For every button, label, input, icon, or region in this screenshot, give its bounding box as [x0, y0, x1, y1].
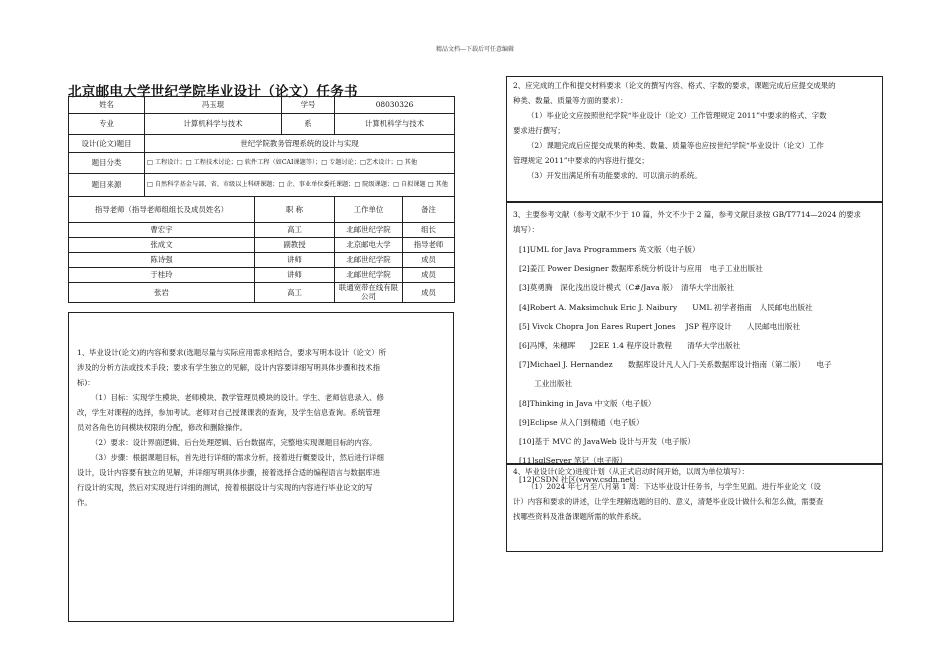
text-line: 作。 [77, 498, 92, 507]
section-4-text [513, 464, 881, 524]
advisor-unit: 联通宽带在线有限公司 [335, 283, 403, 303]
list-item: [5] Vivck Chopra Jon Eares Rupert Jones JSP 程序设计 人民邮电出版社 [519, 321, 801, 331]
major-label: 专业 [69, 114, 145, 135]
advisor-name: 陈诗强 [69, 253, 255, 268]
source-label: 题目来源 [69, 174, 145, 197]
text-line: （1）目标：实现学生模块、老师模块、教学管理员模块的设计。学生、老师信息录入、修 [91, 393, 384, 402]
list-item: [8]Thinking in Java 中文版（电子版） [519, 398, 656, 408]
section-4-box [506, 464, 883, 552]
advisor-unit: 北京邮电大学 [335, 238, 403, 253]
advisor-header-title: 职 称 [255, 197, 335, 223]
advisor-note: 指导老师 [403, 238, 455, 253]
text-line: 1、毕业设计(论文)的内容和要求(选题尽量与实际应用需求相结合，要求写明本设计（论文）所 [77, 348, 386, 357]
table-row [69, 268, 455, 283]
advisor-name: 曹宏宇 [69, 223, 255, 238]
table-row [69, 223, 455, 238]
advisor-title: 副教授 [255, 238, 335, 253]
text-line: 找哪些资料及准备课题所需的软件系统。 [513, 512, 647, 521]
advisor-note: 成员 [403, 253, 455, 268]
list-item: [9]Eclipse 从入门到精通（电子版） [519, 417, 644, 427]
advisor-note: 组长 [403, 223, 455, 238]
text-line: （3）步骤：根据课题目标，首先进行详细的需求分析，接着进行概要设计，然后进行详细 [91, 453, 384, 462]
text-line: 设计，设计内容要有独立的见解，并详细写明具体步骤，接着选择合适的编程语言与数据库进 [77, 468, 381, 477]
major-value: 计算机科学与技术 [145, 114, 282, 135]
advisor-header-unit: 工作单位 [335, 197, 403, 223]
list-item: [3]莫勇腾 深化浅出设计模式（C#/Java 版） 清华大学出版社 [519, 283, 735, 293]
table-row [69, 283, 455, 303]
text-line: 3、主要参考文献（参考文献不少于 10 篇，外文不少于 2 篇，参考文献目录按 GB/T7714—2024 的要求 [513, 210, 861, 219]
advisor-header-name: 指导老师（指导老师组组长及成员姓名） [69, 197, 255, 223]
text-line: 计）内容和要求的讲述，让学生理解选题的目的、意义，清楚毕业设计做什么和怎么做，需要查 [513, 497, 824, 506]
list-item: [10]基于 MVC 的 JavaWeb 设计与开发（电子版） [519, 437, 695, 447]
text-line: 2、应完成的工作和提交材料要求（论文的撰写内容、格式、字数的要求，课题完成后应提交成果的 [513, 81, 836, 90]
dept-label: 系 [282, 114, 335, 135]
advisor-name: 张成文 [69, 238, 255, 253]
reference-list [519, 240, 881, 490]
page-title: 北京邮电大学世纪学院毕业设计（论文）任务书 [68, 84, 358, 100]
list-item: [1]UML for Java Programmers 英文版（电子版） [519, 245, 700, 254]
advisor-title: 高工 [255, 283, 335, 303]
advisor-name: 张岩 [69, 283, 255, 303]
table-row [69, 238, 455, 253]
id-value: 08030326 [335, 97, 455, 114]
list-item: [11]sqlServer 笔记（电子版） [519, 456, 628, 466]
text-line: （2）课题完成后应提交成果的种类、数量、质量等也应按世纪学院“毕业设计（论文）工作 [527, 141, 824, 150]
advisor-unit: 北邮世纪学院 [335, 223, 403, 238]
section-2-box [506, 76, 883, 202]
category-label: 题目分类 [69, 153, 145, 174]
info-table [68, 96, 455, 303]
id-label: 学号 [282, 97, 335, 114]
table-row [69, 253, 455, 268]
text-line: 4、毕业设计(论文)进度计划（从正式启动时间开始，以周为单位填写）： [513, 467, 749, 476]
text-line: 标)： [77, 378, 95, 387]
text-line: 种类、数量、质量等方面的要求）： [513, 96, 628, 105]
name-label: 姓名 [69, 97, 145, 114]
text-line: （1）毕业论文应按照世纪学院“毕业设计（论文）工作管理规定 2011”中要求的格式、字数 [527, 111, 827, 120]
advisor-unit: 北邮世纪学院 [335, 253, 403, 268]
advisor-name: 于桂玲 [69, 268, 255, 283]
text-line: 管理规定 2011”中要求的内容进行提交； [513, 156, 649, 165]
source-value: □ 自然科学基金与部、省、市级以上科研课题；□ 企、事业单位委托课题；□ 院级课题；□ 自拟课题 □ 其他 [145, 174, 455, 197]
list-item: [12]CSDN 社区(www.csdn.net) [519, 475, 636, 485]
text-line: 行设计的实现，然后对实现进行详细的测试，接着根据设计与实现的内容进行毕业论文的写 [77, 483, 373, 492]
topic-label: 设计(论文)题目 [69, 135, 145, 153]
advisor-title: 讲师 [255, 253, 335, 268]
section-3-intro [513, 207, 881, 237]
category-value: □ 工程设计；□ 工程技术讨论；□ 软件工程（如CAI课题等）；□ 专题讨论；□艺术设计；□ 其他 [145, 153, 455, 174]
advisor-unit: 北邮世纪学院 [335, 268, 403, 283]
list-item: [7]Michael J. Hernandez 数据库设计凡人入门-关系数据库设计指南（第二版） 电子 [519, 360, 832, 370]
text-line: 要求进行撰写； [513, 126, 565, 135]
section-1-box [68, 312, 454, 622]
text-line: （3）开发出满足所有功能要求的、可以演示的系统。 [527, 171, 702, 180]
advisor-note: 成员 [403, 283, 455, 303]
dept-value: 计算机科学与技术 [335, 114, 455, 135]
section-1-text [77, 345, 449, 510]
text-line: 涉及的分析方法或技术手段；要求有学生独立的见解，设计内容要详细写明具体步骤和技术指 [77, 363, 381, 372]
advisor-title: 讲师 [255, 268, 335, 283]
text-line: （2）要求：设计界面逻辑、后台处理逻辑、后台数据库，完整地实现课题目标的内容。 [91, 438, 377, 447]
advisor-header-note: 备注 [403, 197, 455, 223]
name-value: 冯玉琨 [145, 97, 282, 114]
advisor-title: 高工 [255, 223, 335, 238]
header-note: 精品文档---下载后可任意编辑 [435, 46, 515, 53]
list-item: [2]姜江 Power Designer 数据库系统分析设计与应用 电子工业出版社 [519, 264, 763, 274]
list-item: [6]冯博，朱穗晖 J2EE 1.4 程序设计教程 清华大学出版社 [519, 341, 741, 351]
advisor-note: 成员 [403, 268, 455, 283]
topic-value: 世纪学院教务管理系统的设计与实现 [145, 135, 455, 153]
section-2-text [513, 78, 881, 183]
text-line: （1）2024 年七月至八月第 1 周：下达毕业设计任务书，与学生见面。进行毕业论文（设 [527, 482, 821, 491]
list-item: [4]Robert A. Maksimchuk Eric J. Naibury UML 初学者指南 人民邮电出版社 [519, 302, 813, 312]
list-item: 工业出版社 [519, 379, 573, 389]
text-line: 改，学生对课程的选择，参加考试。老师对自己授课课表的查询，及学生信息查询。系统管理 [77, 408, 381, 417]
text-line: 填写）： [513, 225, 539, 234]
text-line: 员对各角色访问模块权限的分配，修改和删除操作。 [77, 423, 247, 432]
